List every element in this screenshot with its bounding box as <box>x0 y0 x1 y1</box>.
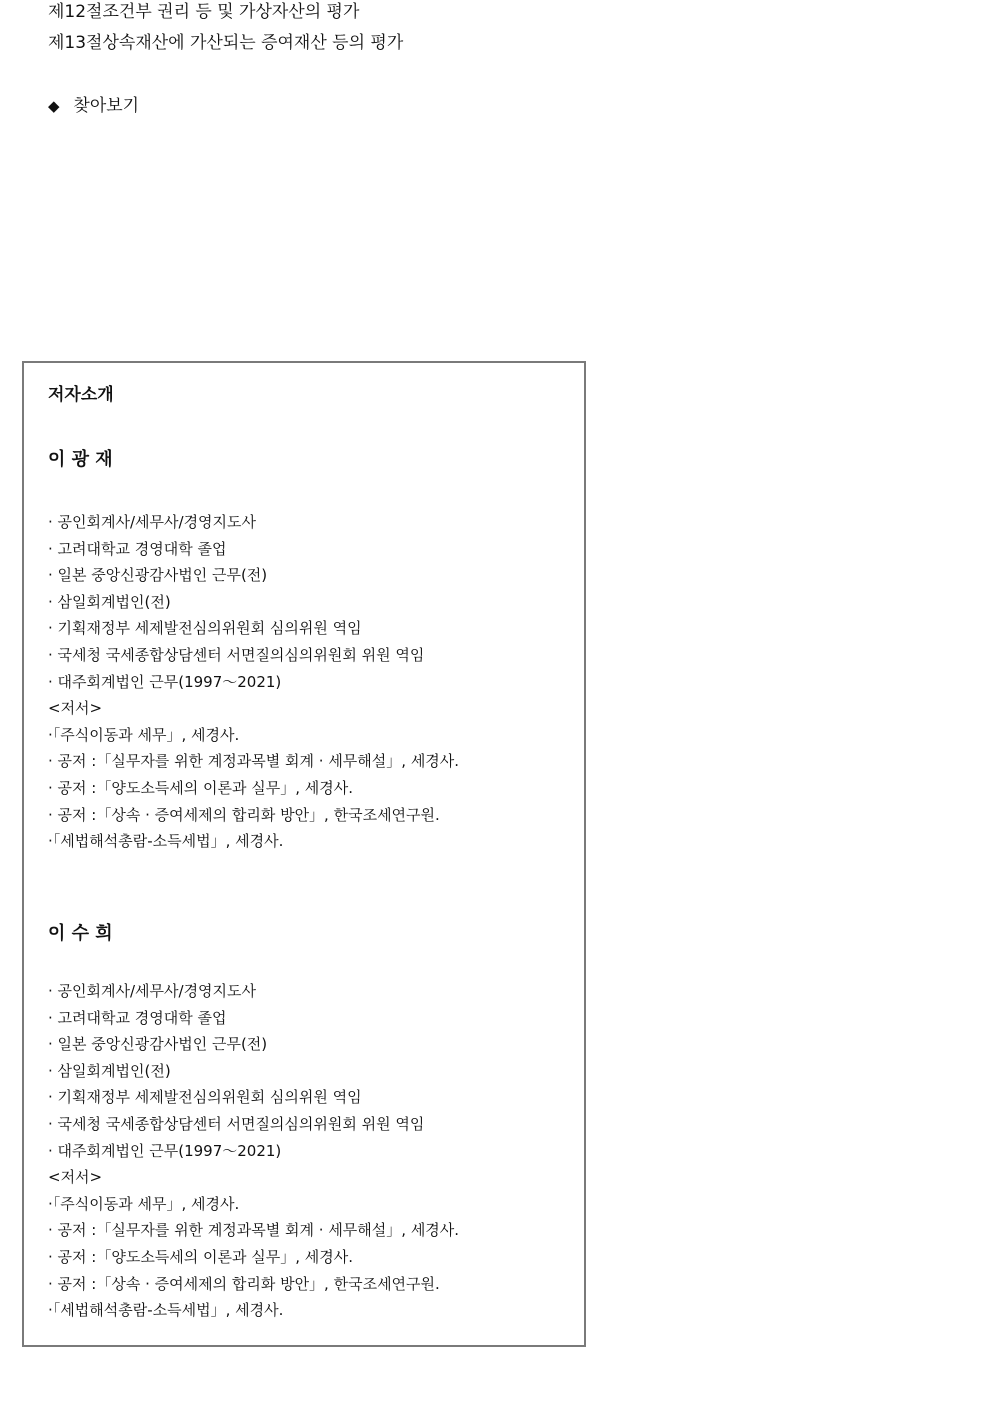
list-item: · 일본 중앙신광감사법인 근무(전) <box>48 566 268 585</box>
toc-item-section-13[interactable]: 제13절상속재산에 가산되는 증여재산 등의 평가 <box>48 33 404 53</box>
author-1-profile-list <box>48 509 459 855</box>
list-item: · 국세청 국세종합상담센터 서면질의심의위원회 위원 역임 <box>48 645 425 664</box>
list-item: · 대주회계법인 근무(1997～2021) <box>48 1141 282 1160</box>
author-name-2: 이 수 희 <box>48 923 113 944</box>
list-item: · 공인회계사/세무사/경영지도사 <box>48 513 257 531</box>
author-name-1: 이 광 재 <box>48 449 113 470</box>
list-item: · 공저 :「실무자를 위한 계정과목별 회계 · 세무해설」, 세경사. <box>48 1221 460 1240</box>
publications-heading: <저서> <box>48 1168 103 1187</box>
list-item: · 삼일회계법인(전) <box>48 592 171 611</box>
list-item: · 공저 :「양도소득세의 이론과 실무」, 세경사. <box>48 778 354 797</box>
list-item: ·「주식이동과 세무」, 세경사. <box>48 725 240 744</box>
author-2-profile-list <box>48 978 459 1324</box>
list-item: · 대주회계법인 근무(1997～2021) <box>48 672 282 691</box>
list-item: · 공저 :「실무자를 위한 계정과목별 회계 · 세무해설」, 세경사. <box>48 752 460 771</box>
list-item: · 국세청 국세종합상담센터 서면질의심의위원회 위원 역임 <box>48 1114 425 1133</box>
list-item: ·「주식이동과 세무」, 세경사. <box>48 1194 240 1213</box>
list-item: ·「세법해석총람-소득세법」, 세경사. <box>48 832 284 851</box>
publications-heading: <저서> <box>48 699 103 718</box>
list-item: · 기획재정부 세제발전심의위원회 심의위원 역임 <box>48 1088 362 1107</box>
list-item: · 공저 :「상속 · 증여세제의 합리화 방안」, 한국조세연구원. <box>48 805 440 824</box>
list-item: · 공저 :「상속 · 증여세제의 합리화 방안」, 한국조세연구원. <box>48 1274 440 1293</box>
index-link[interactable] <box>48 94 139 118</box>
list-item: · 고려대학교 경영대학 졸업 <box>48 539 227 558</box>
toc-item-section-12[interactable]: 제12절조건부 권리 등 및 가상자산의 평가 <box>48 2 360 22</box>
list-item: ·「세법해석총람-소득세법」, 세경사. <box>48 1301 284 1320</box>
list-item: · 삼일회계법인(전) <box>48 1061 171 1080</box>
list-item: · 일본 중앙신광감사법인 근무(전) <box>48 1035 268 1054</box>
list-item: · 고려대학교 경영대학 졸업 <box>48 1008 227 1027</box>
list-item: · 공저 :「양도소득세의 이론과 실무」, 세경사. <box>48 1247 354 1266</box>
author-introduction-box <box>22 361 586 1347</box>
author-box-title: 저자소개 <box>48 385 114 405</box>
index-label: 찾아보기 <box>73 96 140 116</box>
list-item: · 공인회계사/세무사/경영지도사 <box>48 982 257 1000</box>
diamond-bullet-icon: ◆ <box>48 97 60 115</box>
list-item: · 기획재정부 세제발전심의위원회 심의위원 역임 <box>48 619 362 638</box>
